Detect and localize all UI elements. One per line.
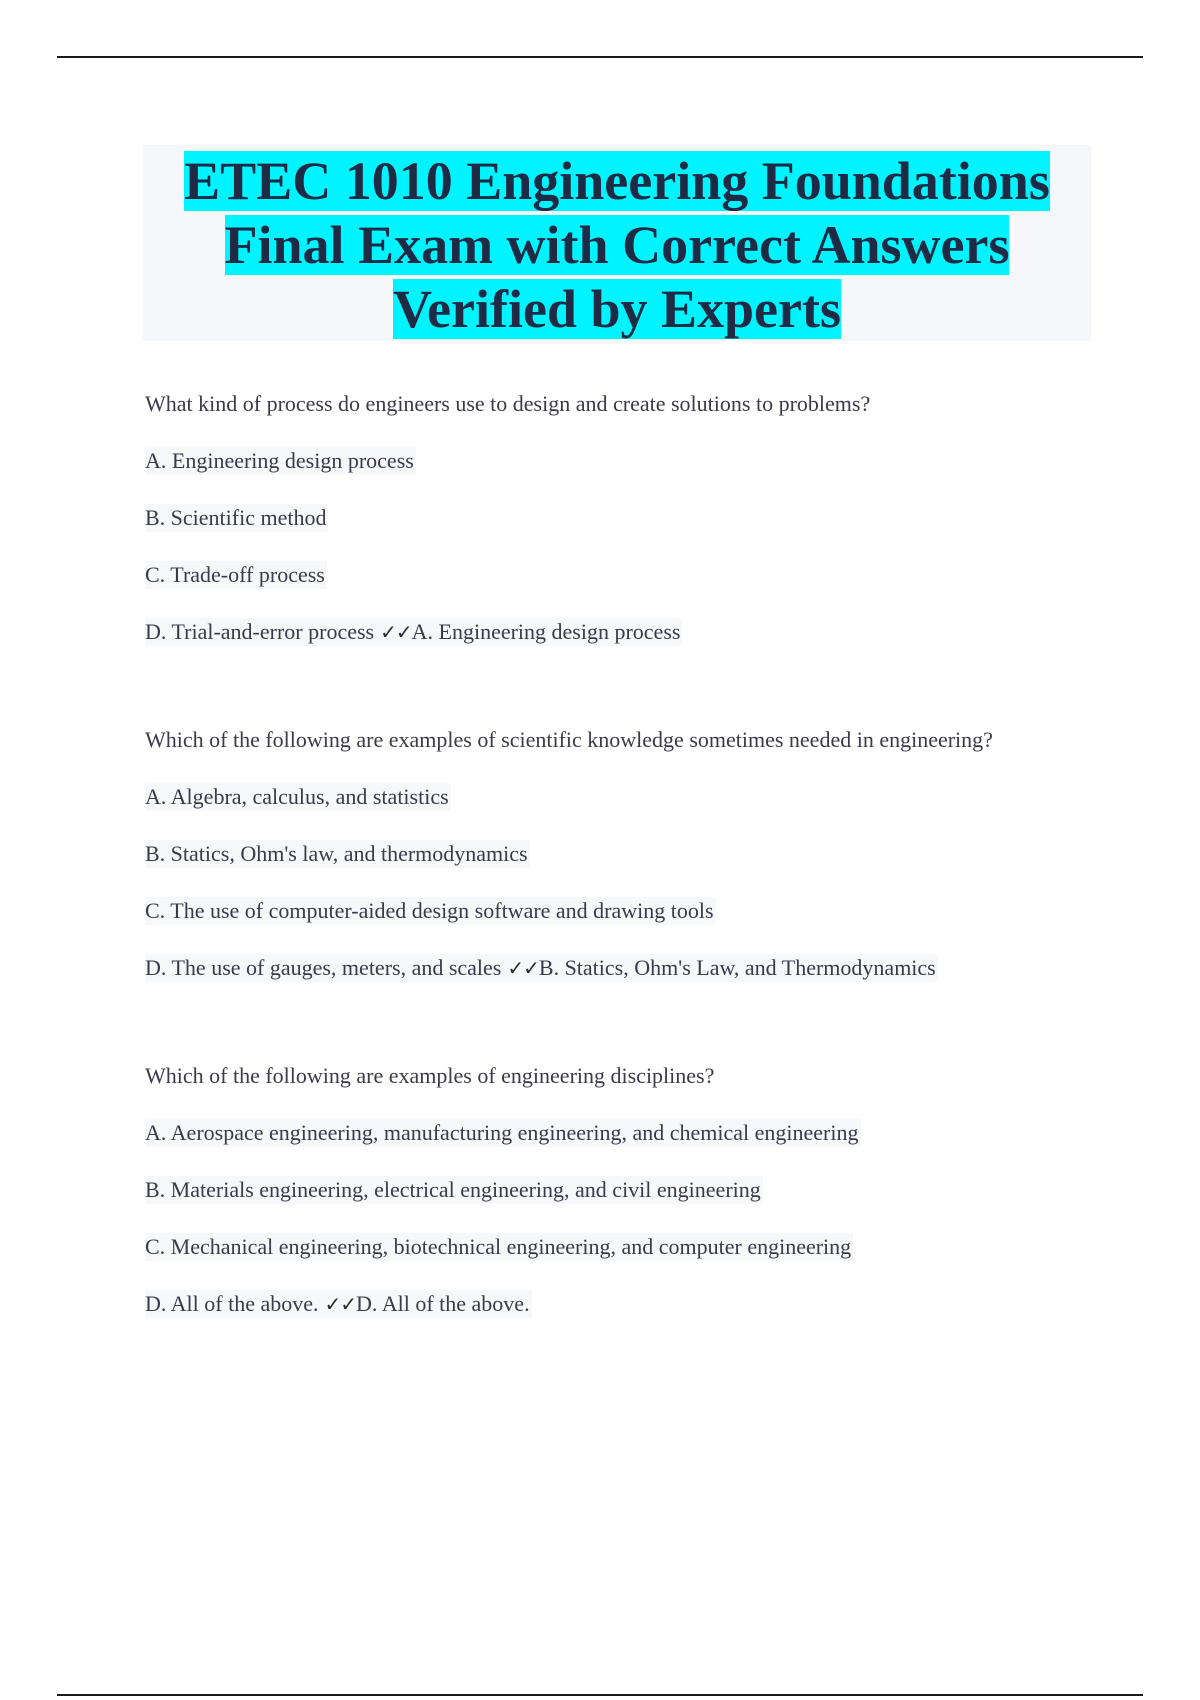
option-a: A. Algebra, calculus, and statistics: [145, 784, 449, 809]
title-line-1: ETEC 1010 Engineering Foundations: [184, 151, 1050, 211]
option-d-with-answer: [145, 1290, 532, 1318]
top-rule: [57, 56, 1143, 58]
question-prompt: Which of the following are examples of scientific knowledge sometimes needed in engineering?: [145, 727, 993, 752]
title-line-3: Verified by Experts: [393, 279, 841, 339]
questions-list: [145, 390, 1145, 1375]
question-3: [145, 1062, 1145, 1318]
question-1: [145, 390, 1145, 646]
question-prompt: Which of the following are examples of engineering disciplines?: [145, 1063, 715, 1088]
correct-answer: B. Statics, Ohm's Law, and Thermodynamics: [538, 955, 936, 980]
check-marks-icon: ✓✓: [507, 956, 539, 980]
question-prompt: What kind of process do engineers use to design and create solutions to problems?: [145, 391, 871, 416]
option-b: B. Scientific method: [145, 505, 327, 530]
title-block: [143, 145, 1091, 341]
option-d: D. Trial-and-error process: [145, 619, 375, 644]
option-c: C. The use of computer-aided design software and drawing tools: [145, 898, 714, 923]
option-b: B. Materials engineering, electrical engineering, and civil engineering: [145, 1177, 761, 1202]
option-d-with-answer: [145, 954, 938, 982]
question-2: [145, 726, 1145, 982]
option-c: C. Trade-off process: [145, 562, 325, 587]
option-b: B. Statics, Ohm's law, and thermodynamics: [145, 841, 528, 866]
option-d: D. The use of gauges, meters, and scales: [145, 955, 502, 980]
title-line-2: Final Exam with Correct Answers: [224, 215, 1010, 275]
option-d-with-answer: [145, 618, 682, 646]
correct-answer: A. Engineering design process: [411, 619, 681, 644]
option-a: A. Engineering design process: [145, 448, 414, 473]
correct-answer: D. All of the above.: [356, 1291, 530, 1316]
option-c: C. Mechanical engineering, biotechnical engineering, and computer engineering: [145, 1234, 852, 1259]
check-marks-icon: ✓✓: [324, 1292, 357, 1316]
bottom-rule: [57, 1694, 1143, 1696]
check-marks-icon: ✓✓: [380, 620, 412, 644]
option-a: A. Aerospace engineering, manufacturing engineering, and chemical engineering: [145, 1120, 859, 1145]
option-d: D. All of the above.: [145, 1291, 319, 1316]
